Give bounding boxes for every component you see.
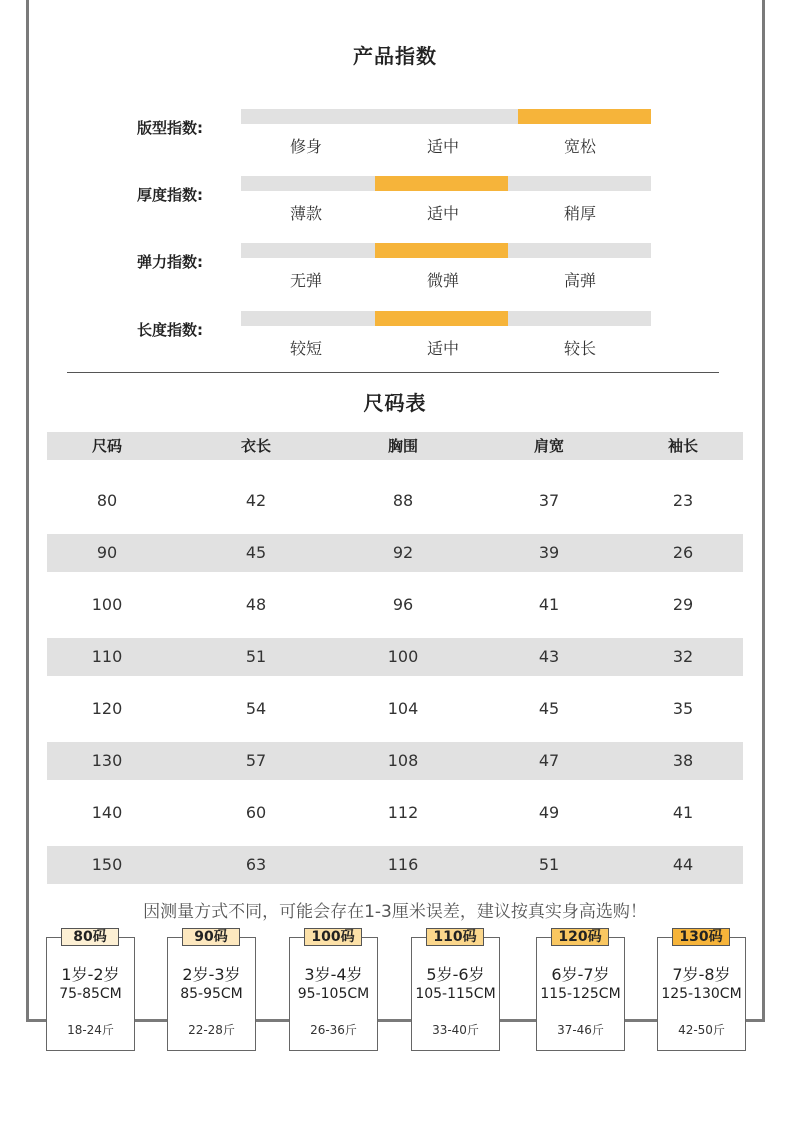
index-row-thickness	[0, 176, 790, 236]
table-cell: 39	[538, 543, 560, 562]
index-segment	[241, 176, 374, 191]
size-card-height: 125-130CM	[661, 986, 742, 1002]
index-label: 厚度指数:	[137, 186, 203, 204]
table-cell: 51	[245, 647, 267, 666]
table-cell: 26	[672, 543, 694, 562]
table-cell: 104	[387, 699, 419, 718]
table-cell: 57	[245, 751, 267, 770]
size-card-height: 75-85CM	[59, 986, 122, 1002]
size-card-tag: 120码	[551, 928, 609, 946]
size-card-age: 1岁-2岁	[61, 965, 120, 984]
size-card-height: 85-95CM	[180, 986, 243, 1002]
table-row	[47, 690, 743, 728]
table-cell: 38	[672, 751, 694, 770]
table-cell: 49	[538, 803, 560, 822]
table-cell: 41	[672, 803, 694, 822]
table-cell: 23	[672, 491, 694, 510]
size-card-weight: 37-46斤	[557, 1023, 604, 1037]
size-card-age: 2岁-3岁	[182, 965, 241, 984]
index-track	[241, 176, 651, 191]
table-row	[47, 794, 743, 832]
size-card	[657, 929, 746, 1051]
index-segment	[518, 109, 651, 124]
table-cell: 80	[96, 491, 118, 510]
index-option: 高弹	[563, 271, 596, 290]
index-row-stretch	[0, 243, 790, 303]
index-option: 适中	[426, 204, 459, 223]
table-cell: 88	[392, 491, 414, 510]
size-table-title: 尺码表	[363, 391, 427, 415]
table-row	[47, 586, 743, 624]
index-label: 弹力指数:	[137, 253, 203, 271]
table-cell: 140	[91, 803, 123, 822]
table-cell: 32	[672, 647, 694, 666]
table-cell: 90	[96, 543, 118, 562]
index-option: 较长	[563, 339, 596, 358]
index-segment	[241, 311, 374, 326]
section-divider	[67, 372, 719, 373]
measurement-note: 因测量方式不同，可能会存在1-3厘米误差，建议按真实身高选购！	[143, 902, 647, 922]
table-cell: 29	[672, 595, 694, 614]
size-card	[411, 929, 500, 1051]
index-segment	[375, 311, 508, 326]
index-option: 稍厚	[563, 204, 596, 223]
table-cell: 42	[245, 491, 267, 510]
table-cell: 112	[387, 803, 419, 822]
table-cell: 41	[538, 595, 560, 614]
size-card-tag: 80码	[61, 928, 119, 946]
size-card	[289, 929, 378, 1051]
index-segment	[518, 176, 651, 191]
size-card-weight: 42-50斤	[678, 1023, 725, 1037]
index-segment	[241, 109, 374, 124]
index-option: 宽松	[563, 137, 596, 156]
size-card-tag: 100码	[304, 928, 362, 946]
table-cell: 120	[91, 699, 123, 718]
table-cell: 45	[538, 699, 560, 718]
index-segment	[518, 311, 651, 326]
index-option: 适中	[426, 339, 459, 358]
index-label: 版型指数:	[137, 119, 203, 137]
product-index-title: 产品指数	[353, 44, 437, 68]
table-cell: 116	[387, 855, 419, 874]
table-cell: 35	[672, 699, 694, 718]
table-cell: 108	[387, 751, 419, 770]
size-table-header	[47, 432, 743, 460]
table-cell: 43	[538, 647, 560, 666]
table-cell: 44	[672, 855, 694, 874]
table-cell: 110	[91, 647, 123, 666]
index-option: 无弹	[289, 271, 322, 290]
index-label: 长度指数:	[137, 321, 203, 339]
size-card-tag: 130码	[672, 928, 730, 946]
index-row-length	[0, 311, 790, 371]
size-card-age: 7岁-8岁	[672, 965, 731, 984]
index-track	[241, 311, 651, 326]
size-card-height: 105-115CM	[415, 986, 496, 1002]
header-cell-size: 尺码	[91, 437, 122, 455]
index-option: 薄款	[289, 204, 322, 223]
table-cell: 150	[91, 855, 123, 874]
index-segment	[518, 243, 651, 258]
table-row	[47, 742, 743, 780]
index-segment	[375, 109, 508, 124]
table-cell: 63	[245, 855, 267, 874]
size-card-weight: 33-40斤	[432, 1023, 479, 1037]
table-cell: 92	[392, 543, 414, 562]
table-cell: 47	[538, 751, 560, 770]
index-track	[241, 109, 651, 124]
header-cell-sleeve: 袖长	[667, 437, 698, 455]
header-cell-length: 衣长	[240, 437, 271, 455]
size-card-tag: 110码	[426, 928, 484, 946]
table-cell: 130	[91, 751, 123, 770]
index-track	[241, 243, 651, 258]
size-card-weight: 22-28斤	[188, 1023, 235, 1037]
size-card-weight: 18-24斤	[67, 1023, 114, 1037]
index-option: 适中	[426, 137, 459, 156]
size-card	[167, 929, 256, 1051]
header-cell-chest: 胸围	[387, 437, 418, 455]
table-cell: 48	[245, 595, 267, 614]
index-segment	[241, 243, 374, 258]
table-cell: 60	[245, 803, 267, 822]
table-cell: 96	[392, 595, 414, 614]
table-cell: 100	[387, 647, 419, 666]
size-card-height: 115-125CM	[540, 986, 621, 1002]
index-option: 较短	[289, 339, 322, 358]
index-option: 微弹	[426, 271, 459, 290]
table-row	[47, 534, 743, 572]
frame-bottom-border	[26, 1019, 765, 1022]
table-row	[47, 638, 743, 676]
table-row	[47, 846, 743, 884]
table-cell: 51	[538, 855, 560, 874]
table-cell: 37	[538, 491, 560, 510]
size-card-height: 95-105CM	[297, 986, 370, 1002]
size-card-weight: 26-36斤	[310, 1023, 357, 1037]
header-cell-shoulder: 肩宽	[533, 437, 564, 455]
table-cell: 54	[245, 699, 267, 718]
index-segment	[375, 243, 508, 258]
size-card-age: 5岁-6岁	[426, 965, 485, 984]
table-cell: 45	[245, 543, 267, 562]
index-option: 修身	[289, 137, 322, 156]
size-card	[46, 929, 135, 1051]
index-segment	[375, 176, 508, 191]
table-row	[47, 482, 743, 520]
size-card-tag: 90码	[182, 928, 240, 946]
size-card-age: 3岁-4岁	[304, 965, 363, 984]
size-card-age: 6岁-7岁	[551, 965, 610, 984]
table-cell: 100	[91, 595, 123, 614]
index-row-fit	[0, 109, 790, 169]
size-card	[536, 929, 625, 1051]
